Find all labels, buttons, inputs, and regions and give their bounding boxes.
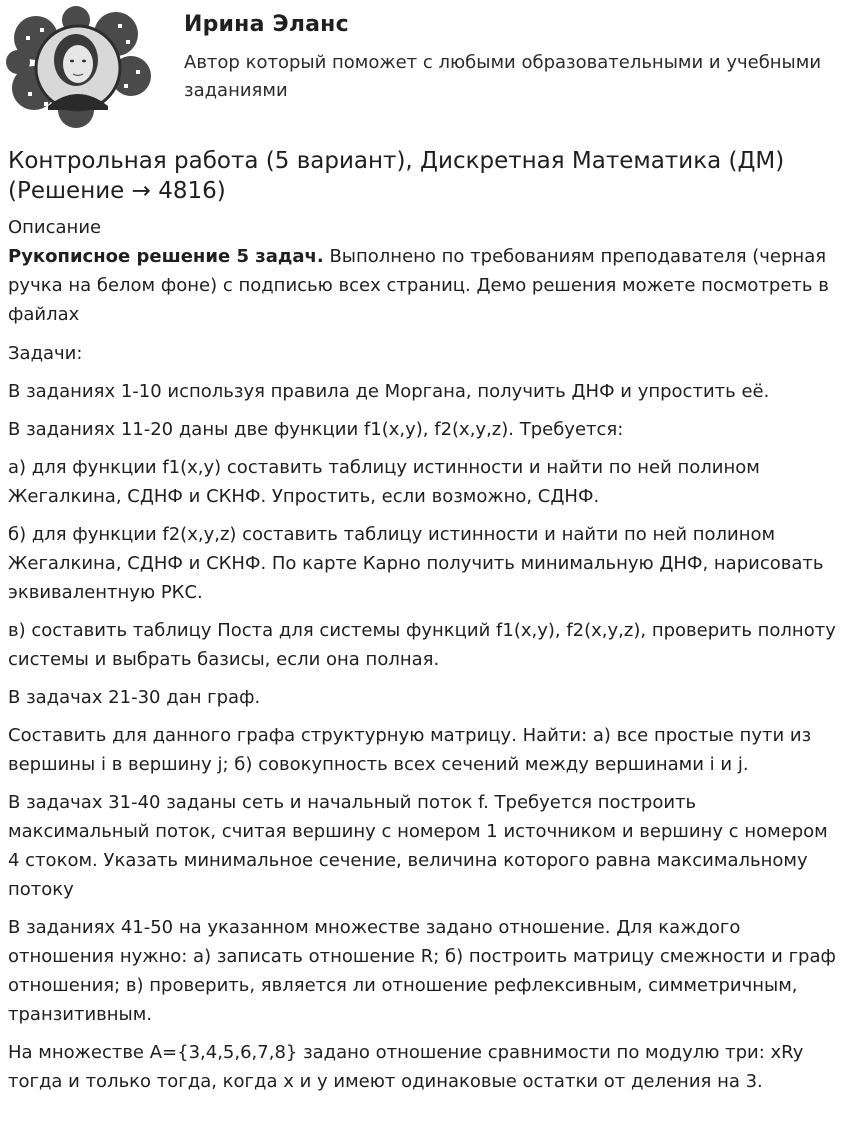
paragraph-task-41-50: В заданиях 41-50 на указанном множестве задано отношение. Для каждого отношения нужно: а) записать отношение R; б) построить матрицу смежности и граф отношения; в) проверить, является ли отношение рефлексивным, симметричным, транзитивным. (8, 917, 836, 1025)
author-name[interactable]: Ирина Эланс (184, 12, 349, 37)
paragraph-task-11-20-b: б) для функции f2(x,y,z) составить таблицу истинности и найти по ней полином Жегалкина, СДНФ и СКНФ. По карте Карно получить минимальную ДНФ, нарисовать эквивалентную РКС. (8, 524, 824, 603)
paragraph-task-31-40: В задачах 31-40 заданы сеть и начальный поток f. Требуется построить максимальный поток, считая вершину с номером 1 источником и вершину с номером 4 стоком. Указать минимальное сечение, величина которого равна максимальному потоку (8, 792, 828, 900)
intro-paragraph (8, 242, 838, 329)
page-title: Контрольная работа (5 вариант), Дискретная Математика (ДМ) (Решение → 4816) (8, 148, 785, 204)
paragraph-task-1-10: В заданиях 1-10 используя правила де Моргана, получить ДНФ и упростить её. (8, 381, 770, 402)
author-avatar[interactable] (6, 6, 152, 128)
paragraph-tasks-heading: Задачи: (8, 343, 83, 364)
paragraph-task-21-30-detail: Составить для данного графа структурную матрицу. Найти: а) все простые пути из вершины i в вершину j; б) совокупность всех сечений между вершинами i и j. (8, 725, 812, 775)
document-content (8, 146, 838, 1105)
intro-bold-text: Рукописное решение 5 задач. (8, 246, 324, 267)
paragraph-task-11-20-c: в) составить таблицу Поста для системы функций f1(x,y), f2(x,y,z), проверить полноту системы и выбрать базисы, если она полная. (8, 620, 836, 670)
paragraph-relation-set: На множестве A={3,4,5,6,7,8} задано отношение сравнимости по модулю три: xRy тогда и только тогда, когда x и y имеют одинаковые остатки от деления на 3. (8, 1042, 804, 1092)
author-bio: Автор который поможет с любыми образовательными и учебными заданиями (184, 52, 822, 101)
paragraph-task-21-30: В задачах 21-30 дан граф. (8, 687, 261, 708)
paragraph-task-11-20: В заданиях 11-20 даны две функции f1(x,y), f2(x,y,z). Требуется: (8, 419, 624, 440)
description-label: Описание (8, 217, 102, 238)
intro-text: Выполнено по требованиям преподавателя (черная ручка на белом фоне) с подписью всех страниц. Демо решения можете посмотреть в файлах (8, 246, 829, 325)
paragraph-task-11-20-a: а) для функции f1(x,y) составить таблицу истинности и найти по ней полином Жегалкина, СДНФ и СКНФ. Упростить, если возможно, СДНФ. (8, 457, 760, 507)
author-card (0, 0, 847, 140)
